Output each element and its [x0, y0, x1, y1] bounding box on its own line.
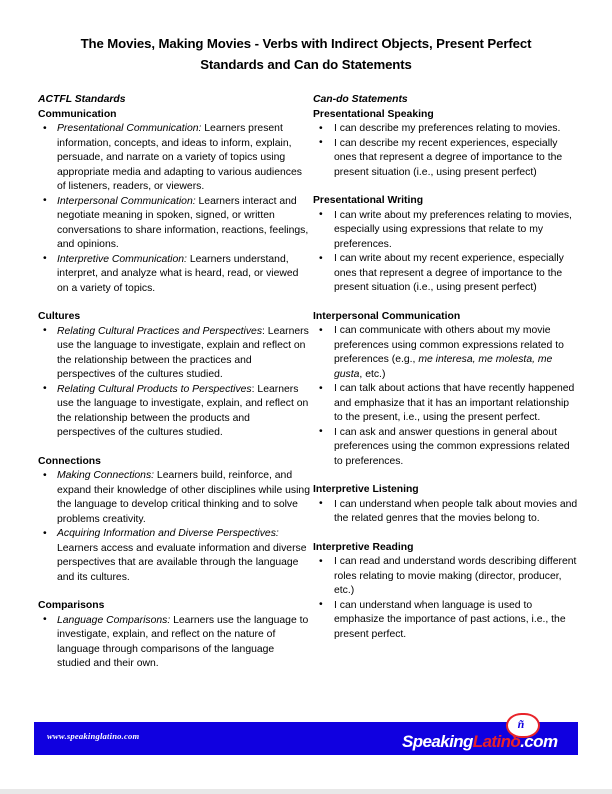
speaking-latino-logo[interactable] — [402, 713, 570, 755]
list-item — [313, 555, 579, 599]
section-heading: Communication — [38, 108, 117, 120]
section-heading: Cultures — [38, 311, 81, 322]
standard-description: Learners understand, interpret, and analyze what is heard, read, or viewed on a variety of topics. — [57, 253, 299, 294]
list-item — [38, 325, 310, 383]
list-item — [313, 209, 579, 253]
actfl-standards-heading: ACTFL Standards — [38, 94, 126, 105]
list-item — [313, 122, 579, 137]
standard-description: Learners present information, concepts, and ideas to inform, explain, persuade, and narrate on a variety of topics using appropriate media and adapting to various audiences of listeners, readers, or viewers. — [57, 123, 302, 192]
can-do-statements-heading: Can-do Statements — [313, 94, 408, 105]
list-item — [313, 252, 579, 296]
list-item — [38, 195, 310, 253]
list-item — [38, 469, 310, 527]
standard-description: Learners use the language to investigate, explain, and reflect on the nature of language through comparisons of the language studied and their own. — [57, 614, 309, 669]
standard-description: Learners interact and negotiate meaning in spoken, signed, or written conversations to share information, reactions, feelings, and opinions. — [57, 195, 309, 250]
section-heading: Interpretive Listening — [313, 484, 419, 495]
list-item — [313, 324, 579, 382]
standard-description: : Learners use the language to investigate, explain, and reflect on the relationship between the products and perspectives of the cultures studied. — [57, 383, 309, 438]
section-heading: Presentational Writing — [313, 195, 424, 206]
standard-term: Relating Cultural Practices and Perspectives — [57, 325, 263, 337]
right-sections-container — [313, 108, 579, 643]
statement-text: I can describe my recent experiences, especially ones that represent a degree of importance to the present situation (i.e., using present perfect) — [334, 137, 563, 178]
page-title-line-1: The Movies, Making Movies - Verbs with Indirect Objects, Present Perfect — [80, 36, 532, 51]
statement-text: I can ask and answer questions in general about preferences using the common expressions related to preferences. — [334, 426, 570, 467]
left-sections-container — [38, 108, 310, 672]
standard-term: Language Comparisons: — [57, 614, 171, 626]
statement-text: I can understand when language is used to emphasize the importance of past actions, i.e., the present perfect. — [334, 599, 566, 640]
section-bullet-list — [38, 614, 310, 672]
statement-text-after: , etc.) — [359, 368, 386, 380]
standard-term: Presentational Communication: — [57, 123, 202, 134]
standard-term: Relating Cultural Products to Perspectives — [57, 383, 252, 395]
logo-wordmark — [402, 732, 557, 752]
list-item — [313, 498, 579, 527]
list-item — [313, 382, 579, 426]
standard-description: Learners access and evaluate information and diverse perspectives that are available through the language and its cultures. — [57, 542, 307, 583]
standard-term: Interpretive Communication: — [57, 253, 187, 265]
section-bullet-list — [38, 122, 310, 296]
footer-website-url[interactable]: www.speakinglatino.com — [47, 731, 140, 741]
standard-description: Learners build, reinforce, and expand their knowledge of other disciplines while using the language to develop critical thinking and to solve problems creativity. — [57, 470, 310, 525]
statement-text: I can read and understand words describing different roles relating to movie making (director, producer, etc.) — [334, 556, 577, 596]
list-item — [38, 614, 310, 672]
statement-text: I can write about my recent experience, especially ones that represent a degree of importance to the present situation (i.e., using present perfect) — [334, 253, 564, 293]
logo-word-latino: Latino — [472, 732, 521, 751]
section-bullet-list — [313, 122, 579, 180]
statement-text: I can describe my preferences relating to movies. — [334, 123, 561, 134]
standard-term: Acquiring Information and Diverse Perspectives: — [57, 528, 279, 539]
logo-word-speaking: Speaking — [402, 732, 473, 751]
list-item — [313, 137, 579, 181]
page-bottom-edge — [0, 789, 612, 794]
statement-spanish-expressions: me interesa, me molesta, me gusta — [334, 354, 553, 380]
list-item — [313, 426, 579, 470]
logo-word-com: .com — [520, 732, 558, 751]
statement-text: I can write about my preferences relating to movies, especially using expressions that relate to my preferences. — [334, 209, 572, 250]
section-bullet-list — [38, 469, 310, 585]
section-bullet-list — [313, 209, 579, 296]
statement-text: I can understand when people talk about movies and the related genres that the movies belong to. — [334, 498, 578, 524]
section-bullet-list — [313, 498, 579, 527]
footer-banner — [34, 717, 578, 755]
list-item — [38, 527, 310, 585]
standard-term: Making Connections: — [57, 470, 155, 481]
section-heading: Interpersonal Communication — [313, 310, 461, 322]
section-heading: Interpretive Reading — [313, 541, 414, 553]
actfl-standards-column — [38, 93, 310, 672]
section-bullet-list — [313, 555, 579, 642]
section-heading: Connections — [38, 455, 101, 467]
standard-term: Interpersonal Communication: — [57, 195, 196, 207]
can-do-statements-column — [313, 93, 579, 642]
list-item — [38, 122, 310, 195]
section-heading: Presentational Speaking — [313, 108, 434, 120]
statement-text: I can talk about actions that have recently happened and emphasize that it has an important relationship to the present, i.e., using the present perfect. — [334, 383, 575, 423]
page-title-line-2: Standards and Can do Statements — [200, 57, 412, 72]
list-item — [313, 599, 579, 643]
list-item — [38, 383, 310, 441]
standard-description: : Learners use the language to investigate, explain and reflect on the relationship between the practices and perspectives of the cultures studied. — [57, 325, 309, 380]
statement-text-before: I can communicate with others about my movie preferences using common expressions related to preferences (e.g., — [334, 325, 564, 365]
section-heading: Comparisons — [38, 600, 105, 611]
list-item — [38, 253, 310, 297]
section-bullet-list — [38, 325, 310, 441]
section-bullet-list — [313, 324, 579, 469]
page-title — [56, 33, 556, 75]
logo-bubble-letter: ñ — [517, 717, 525, 731]
